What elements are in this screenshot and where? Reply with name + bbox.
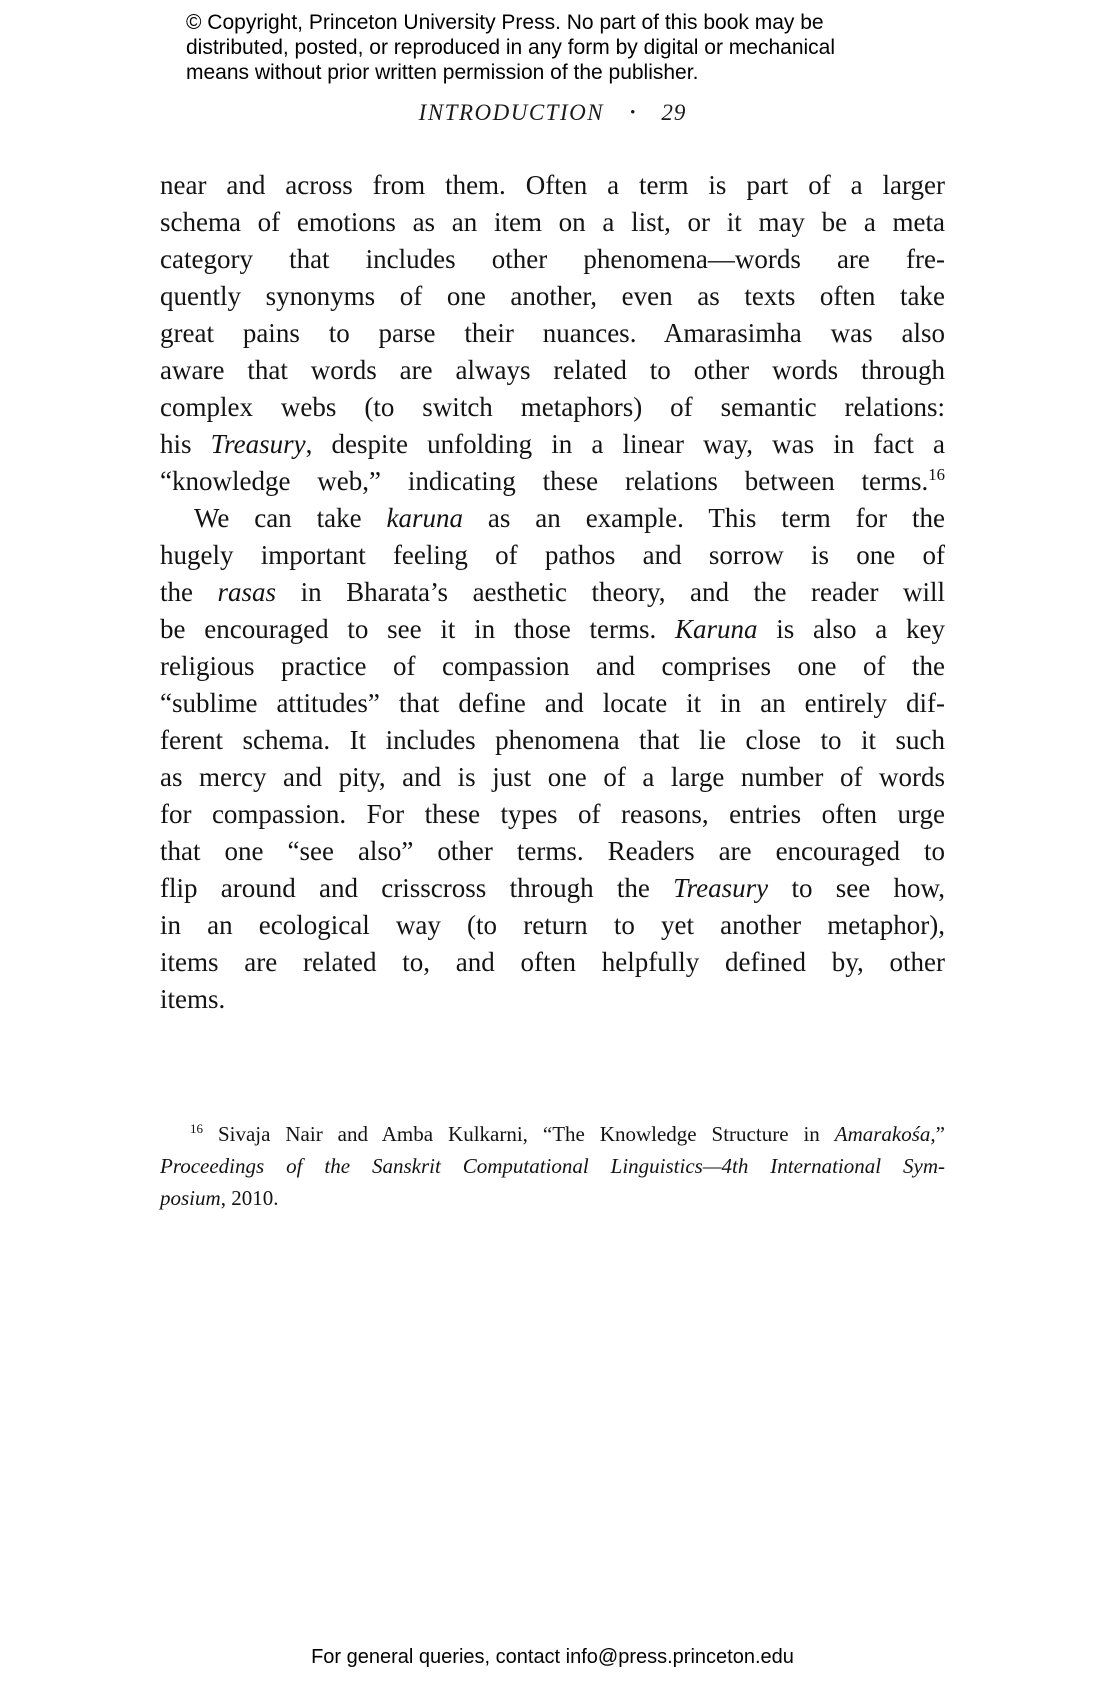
body-line: “knowledge web,” indicating these relations between terms.$^{16}$ — [160, 465, 945, 496]
body-line: flip around and crisscross through the Treasury to see how, — [160, 873, 945, 903]
body-line: complex webs (to switch metaphors) of semantic relations: — [160, 392, 945, 422]
body-line: items are related to, and often helpfully defined by, other — [160, 947, 945, 977]
running-head-title: INTRODUCTION — [418, 100, 605, 125]
body-line: for compassion. For these types of reasons, entries often urge — [160, 799, 945, 829]
body-line: schema of emotions as an item on a list, or it may be a meta — [160, 207, 945, 237]
body-line: great pains to parse their nuances. Amarasimha was also — [160, 318, 945, 348]
running-head — [160, 100, 945, 126]
body-line: as mercy and pity, and is just one of a large number of words — [160, 762, 945, 792]
copyright-notice — [186, 10, 896, 85]
body-line: near and across from them. Often a term is part of a larger — [160, 170, 945, 200]
body-line: “sublime attitudes” that define and locate it in an entirely dif- — [160, 688, 945, 718]
body-line: We can take karuna as an example. This term for the — [194, 503, 946, 533]
footer-contact: For general queries, contact info@press.princeton.edu — [311, 1646, 794, 1668]
footnote-line: Proceedings of the Sanskrit Computational Linguistics—4th International Sym- — [160, 1154, 945, 1178]
copyright-line: means without prior written permission of the publisher. — [186, 61, 699, 84]
body-line: that one “see also” other terms. Readers are encouraged to — [160, 836, 945, 866]
body-line: hugely important feeling of pathos and sorrow is one of — [160, 540, 945, 570]
footnote-line: $^{16}$ Sivaja Nair and Amba Kulkarni, “The Knowledge Structure in Amarakośa,” — [190, 1121, 945, 1146]
body-line: ferent schema. It includes phenomena that lie close to it such — [160, 725, 945, 755]
copyright-line: © Copyright, Princeton University Press. No part of this book may be — [186, 11, 824, 34]
copyright-line: distributed, posted, or reproduced in any form by digital or mechanical — [186, 36, 836, 59]
body-line: in an ecological way (to return to yet another metaphor), — [160, 910, 945, 940]
body-line: be encouraged to see it in those terms. Karuna is also a key — [160, 614, 945, 644]
body-line: items. — [160, 984, 226, 1014]
body-line: quently synonyms of one another, even as texts often take — [160, 281, 945, 311]
footnote-line: posium, 2010. — [160, 1186, 279, 1210]
body-line: his Treasury, despite unfolding in a linear way, was in fact a — [160, 429, 945, 459]
body-line: aware that words are always related to other words through — [160, 355, 945, 385]
body-line: the rasas in Bharata’s aesthetic theory, and the reader will — [160, 577, 945, 607]
body-line: religious practice of compassion and comprises one of the — [160, 651, 945, 681]
footnote — [160, 1118, 945, 1214]
bullet-separator-icon: • — [630, 104, 636, 121]
body-line: category that includes other phenomena—words are fre- — [160, 244, 945, 274]
body-text — [160, 167, 945, 1018]
page-number: 29 — [661, 100, 687, 125]
